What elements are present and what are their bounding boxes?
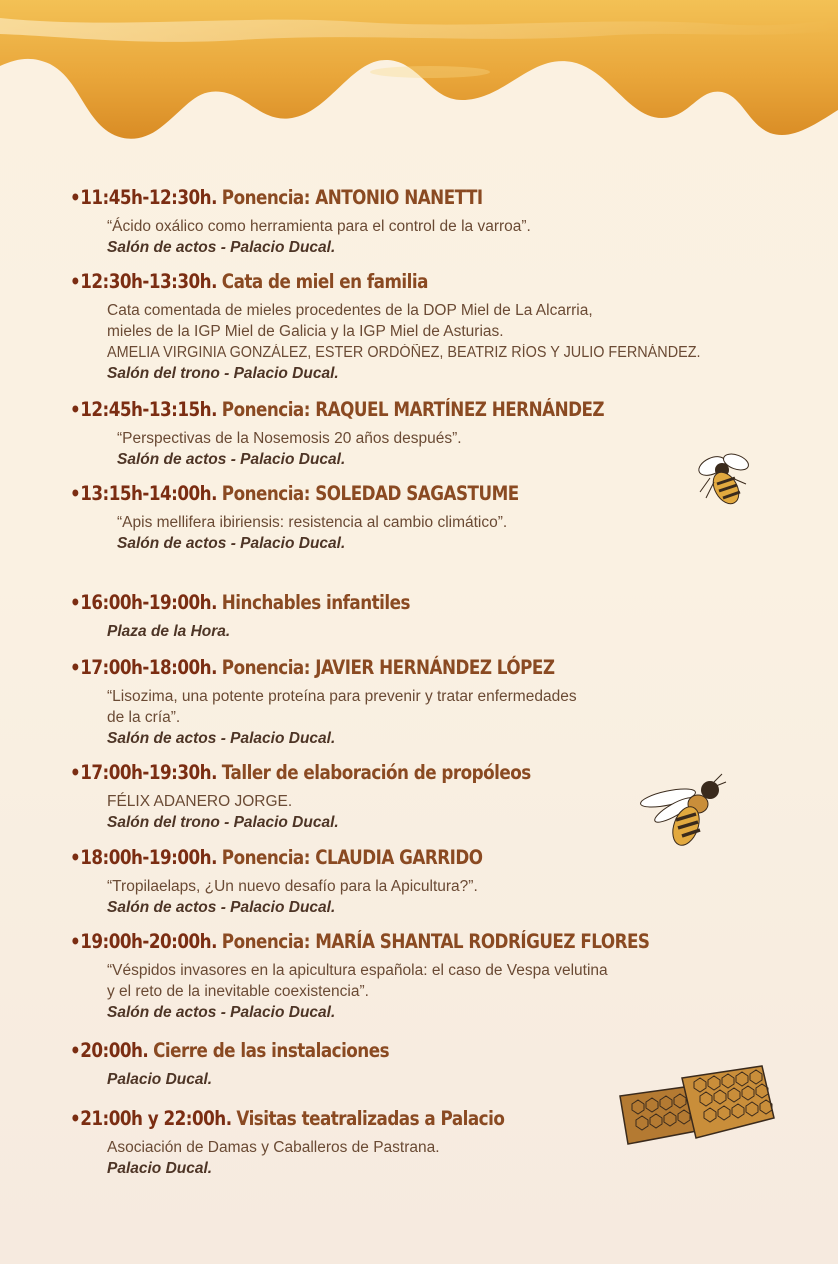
event-item: [70, 185, 810, 258]
bullet-icon: •: [70, 482, 81, 505]
bullet-icon: •: [70, 591, 81, 614]
event-description: “Tropilaelaps, ¿Un nuevo desafío para la Apicultura?”.: [107, 878, 478, 895]
bullet-icon: •: [70, 270, 81, 293]
event-time: 21:00h y 22:00h.: [80, 1107, 232, 1130]
event-title: Ponencia: JAVIER HERNÁNDEZ LÓPEZ: [221, 656, 555, 679]
event-title: Ponencia: SOLEDAD SAGASTUME: [221, 482, 519, 505]
event-title: Ponencia: CLAUDIA GARRIDO: [221, 846, 483, 869]
bullet-icon: •: [70, 846, 81, 869]
event-description: “Apis mellifera ibiriensis: resistencia al cambio climático”.: [117, 514, 508, 531]
event-item: [70, 760, 810, 833]
event-location: Salón del trono - Palacio Ducal.: [107, 365, 339, 382]
event-time: 12:30h-13:30h.: [80, 270, 217, 293]
event-location: Salón de actos - Palacio Ducal.: [117, 451, 346, 468]
bullet-icon: •: [70, 656, 81, 679]
event-time: 20:00h.: [80, 1039, 149, 1062]
event-location: Salón del trono - Palacio Ducal.: [107, 814, 339, 831]
event-description: “Véspidos invasores en la apicultura española: el caso de Vespa velutina: [107, 962, 608, 979]
event-location: Salón de actos - Palacio Ducal.: [107, 239, 336, 256]
event-item: [70, 590, 810, 642]
event-title: Ponencia: MARÍA SHANTAL RODRÍGUEZ FLORES: [221, 930, 650, 953]
event-time: 12:45h-13:15h.: [80, 398, 217, 421]
event-time: 13:15h-14:00h.: [80, 482, 217, 505]
event-description: “Perspectivas de la Nosemosis 20 años después”.: [117, 430, 462, 447]
event-item: [70, 481, 810, 554]
event-description: mieles de la IGP Miel de Galicia y la IGP Miel de Asturias.: [107, 323, 504, 340]
event-time: 11:45h-12:30h.: [80, 186, 217, 209]
event-time: 17:00h-19:30h.: [80, 761, 217, 784]
event-title: Ponencia: RAQUEL MARTÍNEZ HERNÁNDEZ: [221, 398, 605, 421]
bullet-icon: •: [70, 398, 81, 421]
event-title: Ponencia: ANTONIO NANETTI: [221, 186, 483, 209]
event-item: [70, 929, 810, 1023]
event-item: [70, 1038, 810, 1090]
event-time: 19:00h-20:00h.: [80, 930, 217, 953]
event-location: Palacio Ducal.: [107, 1071, 213, 1088]
event-location: Salón de actos - Palacio Ducal.: [107, 899, 336, 916]
bullet-icon: •: [70, 1039, 81, 1062]
event-title: Hinchables infantiles: [221, 591, 410, 614]
event-item: [70, 655, 810, 749]
event-title: Cata de miel en familia: [221, 270, 428, 293]
event-time: 18:00h-19:00h.: [80, 846, 217, 869]
event-item: [70, 1106, 810, 1179]
event-location: Plaza de la Hora.: [107, 623, 231, 640]
event-title: Visitas teatralizadas a Palacio: [236, 1107, 505, 1130]
event-description: Asociación de Damas y Caballeros de Pastrana.: [107, 1139, 440, 1156]
event-description: y el reto de la inevitable coexistencia”.: [107, 983, 369, 1000]
event-location: Salón de actos - Palacio Ducal.: [117, 535, 346, 552]
event-title: Cierre de las instalaciones: [153, 1039, 390, 1062]
event-description: “Ácido oxálico como herramienta para el control de la varroa”.: [107, 218, 531, 235]
event-item: [70, 269, 810, 384]
event-speakers: AMELIA VIRGINIA GONZÁLEZ, ESTER ORDÓÑEZ, BEATRIZ RÍOS Y JULIO FERNÁNDEZ.: [107, 344, 701, 361]
bullet-icon: •: [70, 930, 81, 953]
event-description: de la cría”.: [107, 709, 181, 726]
event-description: Cata comentada de mieles procedentes de la DOP Miel de La Alcarria,: [107, 302, 593, 319]
event-location: Salón de actos - Palacio Ducal.: [107, 730, 336, 747]
event-item: [70, 397, 810, 470]
event-description: “Lisozima, una potente proteína para prevenir y tratar enfermedades: [107, 688, 577, 705]
event-location: Palacio Ducal.: [107, 1160, 213, 1177]
event-time: 16:00h-19:00h.: [80, 591, 217, 614]
event-item: [70, 845, 810, 918]
bullet-icon: •: [70, 186, 81, 209]
event-time: 17:00h-18:00h.: [80, 656, 217, 679]
bullet-icon: •: [70, 1107, 81, 1130]
bullet-icon: •: [70, 761, 81, 784]
event-location: Salón de actos - Palacio Ducal.: [107, 1004, 336, 1021]
event-speakers: FÉLIX ADANERO JORGE.: [107, 793, 293, 810]
event-title: Taller de elaboración de propóleos: [221, 761, 531, 784]
